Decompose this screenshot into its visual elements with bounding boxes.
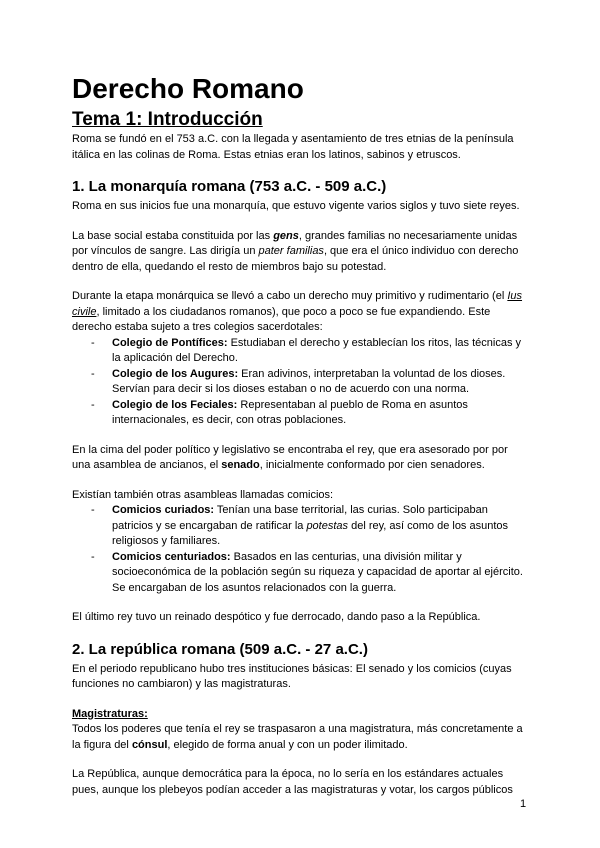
- senado-term: senado: [221, 459, 260, 471]
- section-1-paragraph-6: El último rey tuvo un reinado despótico y fue derrocado, dando paso a la República.: [72, 611, 481, 623]
- comicios-list: [72, 503, 528, 596]
- section-1-paragraph-1: Roma en sus inicios fue una monarquía, que estuvo vigente varios siglos y tuvo siete reyes.: [72, 200, 520, 212]
- consul-term: cónsul: [131, 738, 168, 751]
- section-1-paragraph-4: En la cima del poder político y legislativo se encontraba el rey, que era asesorado por por una asamblea de ancianos, el senado, inicialmente conformado por cien senadores.: [72, 443, 508, 471]
- list-item: - Colegio de Pontífices: Estudiaban el derecho y establecían los ritos, las técnicas y la aplicación del Derecho.: [112, 336, 528, 367]
- section-2-heading: 2. La república romana (509 a.C. - 27 a.C.): [72, 640, 368, 658]
- section-2-paragraph-2: Todos los poderes que tenía el rey se traspasaron a una magistratura, más concretamente a la figura del cónsul, elegido de forma anual y con un poder ilimitado.: [72, 723, 523, 751]
- section-1-paragraph-3: Durante la etapa monárquica se llevó a cabo un derecho muy primitivo y rudimentario (el Ius civile, limitado a los ciudadanos romanos), que poco a poco se fue expandiendo. Este derecho estaba sujeto a tres colegios sacerdotales:: [72, 290, 523, 333]
- gens-term: gens: [273, 229, 299, 242]
- magistraturas-subheading: Magistraturas:: [72, 707, 148, 720]
- list-item: - Colegio de los Augures: Eran adivinos, interpretaban la voluntad de los dioses. Servían para decir si los dioses estaban o no de acuerdo con una norma.: [112, 367, 528, 398]
- list-item: - Colegio de los Feciales: Representaban al pueblo de Roma en asuntos internacionales, es decir, con otras poblaciones.: [112, 398, 528, 429]
- list-item: - Comicios centuriados: Basados en las centurias, una división militar y socioeconómica de la población según su riqueza y capacidad de aportar al ejército. Se encargaban de los asuntos relacionados con la guerra.: [112, 550, 528, 597]
- ius-civile-term: Ius civile: [72, 290, 523, 318]
- tema-heading: Tema 1: Introducción: [72, 109, 263, 130]
- section-1-heading: 1. La monarquía romana (753 a.C. - 509 a.C.): [72, 178, 387, 195]
- list-item: - Comicios curiados: Tenían una base territorial, las curias. Solo participaban patricios y se encargaban de ratificar la potestas del rey, así como de los asuntos religiosos y familiares.: [112, 503, 528, 550]
- section-1-paragraph-2: La base social estaba constituida por las gens, grandes familias no necesariamente unidas por vínculos de sangre. Las dirigía un pater familias, que era el único individuo con derecho dentro de ella, quedando el resto de miembros bajo su potestad.: [72, 229, 519, 273]
- page-content: [72, 72, 528, 798]
- section-1-paragraph-5: Existían también otras asambleas llamadas comicios:: [72, 488, 334, 501]
- section-2-paragraph-1: En el periodo republicano hubo tres instituciones básicas: El senado y los comicios (cuyas funciones no cambiaron) y las magistraturas.: [72, 662, 512, 690]
- section-2-paragraph-3: La República, aunque democrática para la época, no lo sería en los estándares actuales pues, aunque los plebeyos podían acceder a las magistraturas y votar, los cargos públicos: [72, 768, 513, 796]
- page-number: 1: [520, 798, 527, 810]
- intro-paragraph: Roma se fundó en el 753 a.C. con la llegada y asentamiento de tres etnias de la península itálica en las colinas de Roma. Estas etnias eran los latinos, sabinos y etruscos.: [72, 133, 514, 161]
- colegios-list: [72, 336, 528, 429]
- document-title: Derecho Romano: [72, 73, 304, 104]
- pater-familias-term: pater familias: [258, 245, 324, 257]
